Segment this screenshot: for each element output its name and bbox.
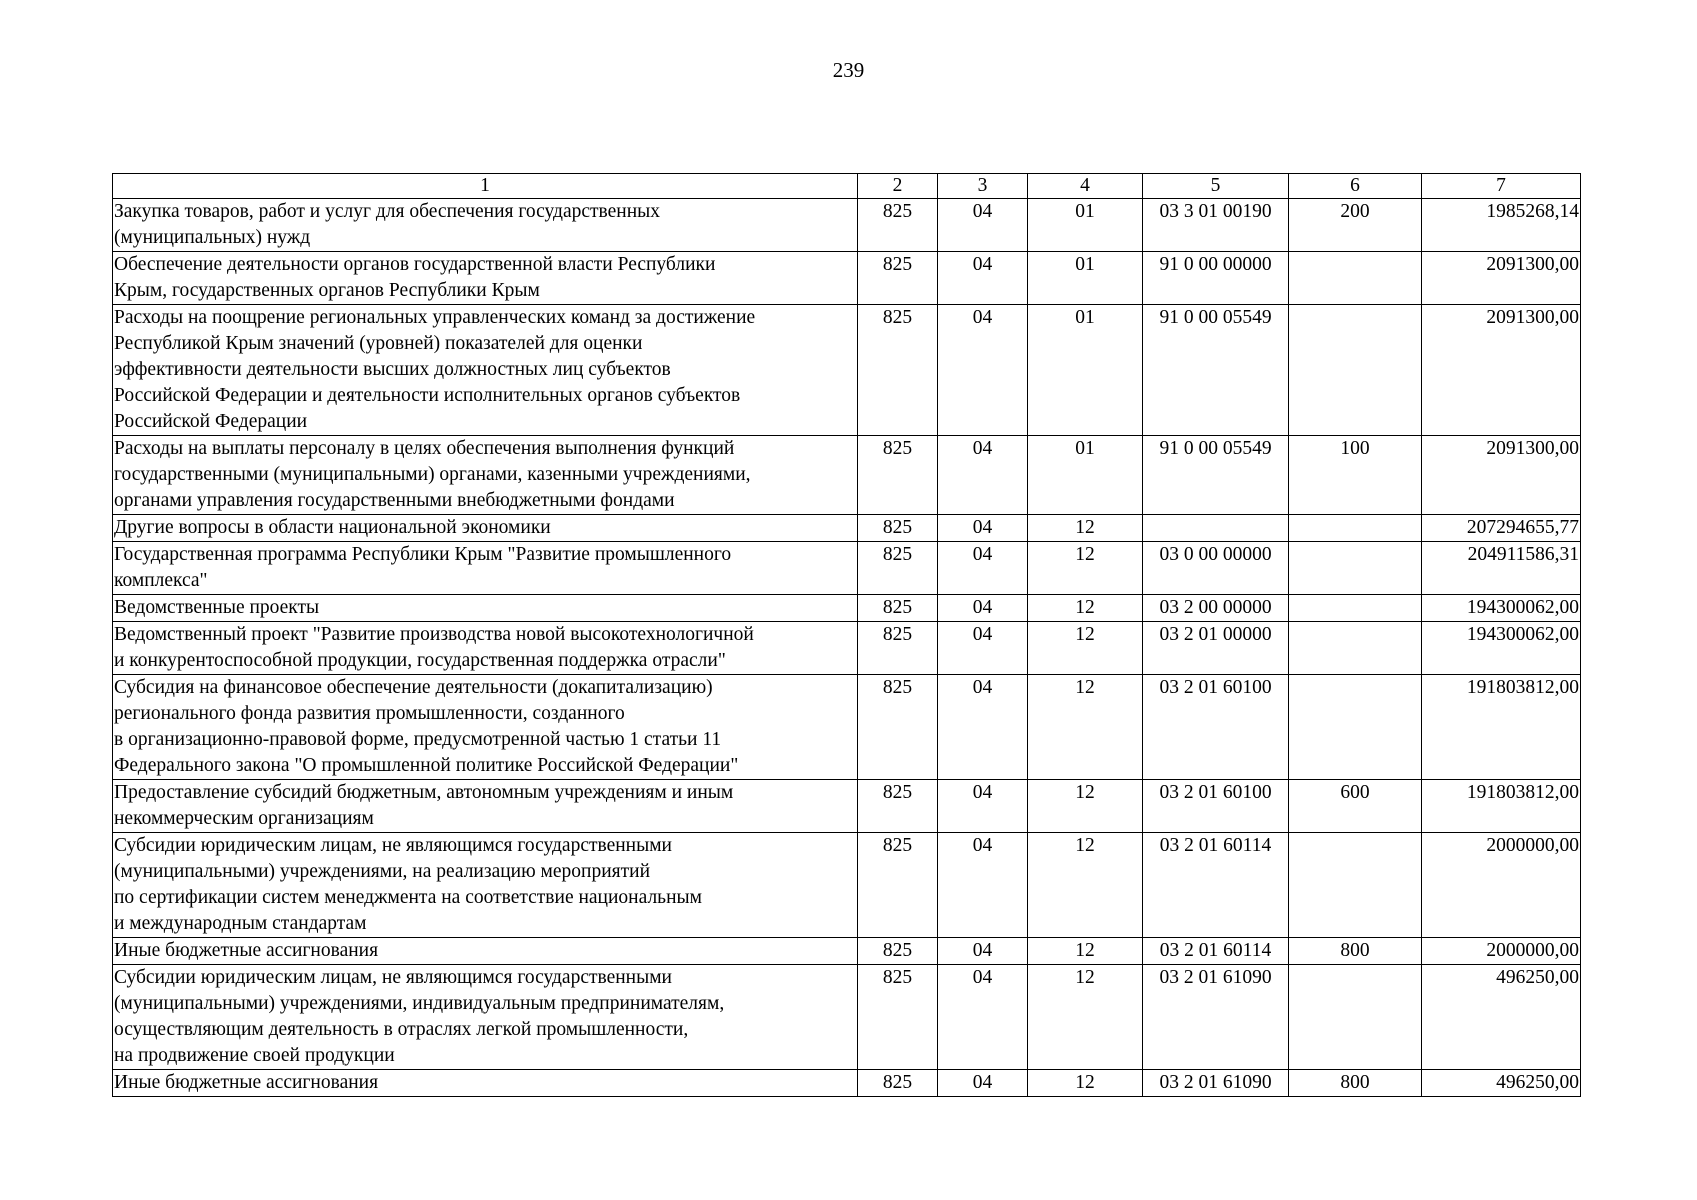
row-code-department: 825 [858,252,938,305]
row-code-section: 04 [938,622,1028,675]
row-description [113,252,858,305]
row-description [113,780,858,833]
row-code-target-article [1143,515,1289,542]
row-amount: 496250,00 [1422,965,1581,1070]
row-code-section: 04 [938,675,1028,780]
table-body [113,199,1581,1097]
row-code-subsection: 01 [1028,252,1143,305]
header-col-2: 2 [858,174,938,199]
row-code-expense-type [1289,542,1422,595]
description-line: Крым, государственных органов Республики Крым [114,280,540,301]
row-description [113,833,858,938]
header-col-5: 5 [1143,174,1289,199]
row-code-target-article: 91 0 00 05549 [1143,305,1289,436]
row-code-section: 04 [938,199,1028,252]
description-line: Обеспечение деятельности органов государственной власти Республики [114,254,716,275]
row-description [113,436,858,515]
row-description [113,595,858,622]
description-line: по сертификации систем менеджмента на соответствие национальным [114,887,702,908]
row-description [113,515,858,542]
row-code-subsection: 01 [1028,436,1143,515]
description-line: Республикой Крым значений (уровней) показателей для оценки [114,333,643,354]
description-line: (муниципальными) учреждениями, на реализацию мероприятий [114,861,651,882]
row-code-target-article: 03 2 00 00000 [1143,595,1289,622]
description-line: Расходы на выплаты персоналу в целях обеспечения выполнения функций [114,438,735,459]
description-line: Закупка товаров, работ и услуг для обеспечения государственных [114,201,661,222]
row-code-section: 04 [938,305,1028,436]
row-code-department: 825 [858,622,938,675]
row-code-section: 04 [938,833,1028,938]
row-code-expense-type [1289,305,1422,436]
table-row [113,622,1581,675]
header-col-4: 4 [1028,174,1143,199]
row-code-target-article: 03 2 01 61090 [1143,965,1289,1070]
row-amount: 2091300,00 [1422,436,1581,515]
row-amount: 204911586,31 [1422,542,1581,595]
table-row [113,833,1581,938]
row-code-section: 04 [938,780,1028,833]
row-code-department: 825 [858,833,938,938]
row-amount: 194300062,00 [1422,595,1581,622]
row-code-expense-type: 200 [1289,199,1422,252]
description-line: Субсидия на финансовое обеспечение деятельности (докапитализацию) [114,677,713,698]
description-line: государственными (муниципальными) органами, казенными учреждениями, [114,464,751,485]
row-code-target-article: 03 2 01 00000 [1143,622,1289,675]
row-amount: 2000000,00 [1422,833,1581,938]
row-code-department: 825 [858,675,938,780]
row-code-target-article: 91 0 00 00000 [1143,252,1289,305]
row-code-department: 825 [858,1070,938,1097]
page-number: 239 [832,58,865,82]
row-code-subsection: 12 [1028,675,1143,780]
row-code-section: 04 [938,1070,1028,1097]
description-line: Иные бюджетные ассигнования [114,1072,379,1093]
row-code-section: 04 [938,595,1028,622]
row-amount: 207294655,77 [1422,515,1581,542]
row-code-department: 825 [858,199,938,252]
row-code-section: 04 [938,965,1028,1070]
row-code-target-article: 03 2 01 60114 [1143,938,1289,965]
description-line: Субсидии юридическим лицам, не являющимся государственными [114,835,672,856]
description-line: некоммерческим организациям [114,808,374,829]
description-line: (муниципальных) нужд [114,227,311,248]
description-line: Российской Федерации и деятельности исполнительных органов субъектов [114,385,741,406]
description-line: на продвижение своей продукции [114,1045,395,1066]
row-amount: 2091300,00 [1422,252,1581,305]
table-row [113,515,1581,542]
row-code-subsection: 01 [1028,199,1143,252]
row-code-expense-type [1289,965,1422,1070]
row-amount: 1985268,14 [1422,199,1581,252]
row-code-subsection: 12 [1028,965,1143,1070]
description-line: (муниципальными) учреждениями, индивидуальным предпринимателям, [114,993,725,1014]
table-header-row [113,174,1581,199]
row-code-department: 825 [858,515,938,542]
row-amount: 2091300,00 [1422,305,1581,436]
table-row [113,1070,1581,1097]
row-code-department: 825 [858,938,938,965]
row-code-section: 04 [938,252,1028,305]
table-row [113,305,1581,436]
row-code-department: 825 [858,436,938,515]
row-code-subsection: 12 [1028,542,1143,595]
header-col-3: 3 [938,174,1028,199]
row-code-subsection: 12 [1028,833,1143,938]
row-code-target-article: 91 0 00 05549 [1143,436,1289,515]
row-code-expense-type [1289,675,1422,780]
row-description [113,622,858,675]
table-row [113,938,1581,965]
table-row [113,675,1581,780]
row-code-subsection: 12 [1028,780,1143,833]
table-row [113,542,1581,595]
table-row [113,436,1581,515]
row-code-subsection: 12 [1028,595,1143,622]
row-code-section: 04 [938,542,1028,595]
description-line: Иные бюджетные ассигнования [114,940,379,961]
row-code-expense-type [1289,252,1422,305]
row-description [113,199,858,252]
row-code-expense-type [1289,833,1422,938]
row-description [113,542,858,595]
row-amount: 496250,00 [1422,1070,1581,1097]
header-col-7: 7 [1422,174,1581,199]
description-line: Субсидии юридическим лицам, не являющимся государственными [114,967,672,988]
row-code-expense-type: 800 [1289,1070,1422,1097]
row-code-subsection: 12 [1028,1070,1143,1097]
description-line: в организационно-правовой форме, предусмотренной частью 1 статьи 11 [114,729,722,750]
row-code-expense-type [1289,595,1422,622]
row-description [113,965,858,1070]
description-line: Расходы на поощрение региональных управленческих команд за достижение [114,307,756,328]
table-row [113,595,1581,622]
row-code-target-article: 03 0 00 00000 [1143,542,1289,595]
row-description [113,938,858,965]
row-description [113,675,858,780]
row-code-expense-type: 600 [1289,780,1422,833]
table-row [113,780,1581,833]
row-amount: 191803812,00 [1422,780,1581,833]
description-line: регионального фонда развития промышленности, созданного [114,703,625,724]
row-code-target-article: 03 2 01 60100 [1143,675,1289,780]
row-code-target-article: 03 2 01 60100 [1143,780,1289,833]
row-code-department: 825 [858,780,938,833]
row-code-expense-type [1289,622,1422,675]
description-line: Другие вопросы в области национальной экономики [114,517,551,538]
row-code-subsection: 12 [1028,515,1143,542]
row-code-department: 825 [858,305,938,436]
header-col-1: 1 [113,174,858,199]
description-line: Российской Федерации [114,411,308,432]
row-code-department: 825 [858,542,938,595]
row-description [113,305,858,436]
row-amount: 2000000,00 [1422,938,1581,965]
row-code-department: 825 [858,965,938,1070]
table-row [113,252,1581,305]
description-line: Ведомственный проект "Развитие производства новой высокотехнологичной [114,624,754,645]
description-line: осуществляющим деятельность в отраслях легкой промышленности, [114,1019,689,1040]
header-col-6: 6 [1289,174,1422,199]
row-code-section: 04 [938,436,1028,515]
row-code-expense-type: 800 [1289,938,1422,965]
description-line: и международным стандартам [114,913,367,934]
row-code-subsection: 12 [1028,622,1143,675]
description-line: органами управления государственными внебюджетными фондами [114,490,675,511]
table-row [113,965,1581,1070]
description-line: эффективности деятельности высших должностных лиц субъектов [114,359,671,380]
row-code-expense-type: 100 [1289,436,1422,515]
description-line: Федерального закона "О промышленной политике Российской Федерации" [114,755,739,776]
description-line: Предоставление субсидий бюджетным, автономным учреждениям и иным [114,782,734,803]
row-code-section: 04 [938,938,1028,965]
table-row [113,199,1581,252]
description-line: Ведомственные проекты [114,597,320,618]
row-code-target-article: 03 2 01 60114 [1143,833,1289,938]
row-description [113,1070,858,1097]
row-amount: 191803812,00 [1422,675,1581,780]
row-code-target-article: 03 3 01 00190 [1143,199,1289,252]
row-code-target-article: 03 2 01 61090 [1143,1070,1289,1097]
row-code-subsection: 12 [1028,938,1143,965]
description-line: и конкурентоспособной продукции, государственная поддержка отрасли" [114,650,726,671]
row-amount: 194300062,00 [1422,622,1581,675]
row-code-subsection: 01 [1028,305,1143,436]
description-line: комплекса" [114,570,208,591]
row-code-section: 04 [938,515,1028,542]
row-code-department: 825 [858,595,938,622]
row-code-expense-type [1289,515,1422,542]
description-line: Государственная программа Республики Крым "Развитие промышленного [114,544,732,565]
budget-table [112,173,1581,1097]
